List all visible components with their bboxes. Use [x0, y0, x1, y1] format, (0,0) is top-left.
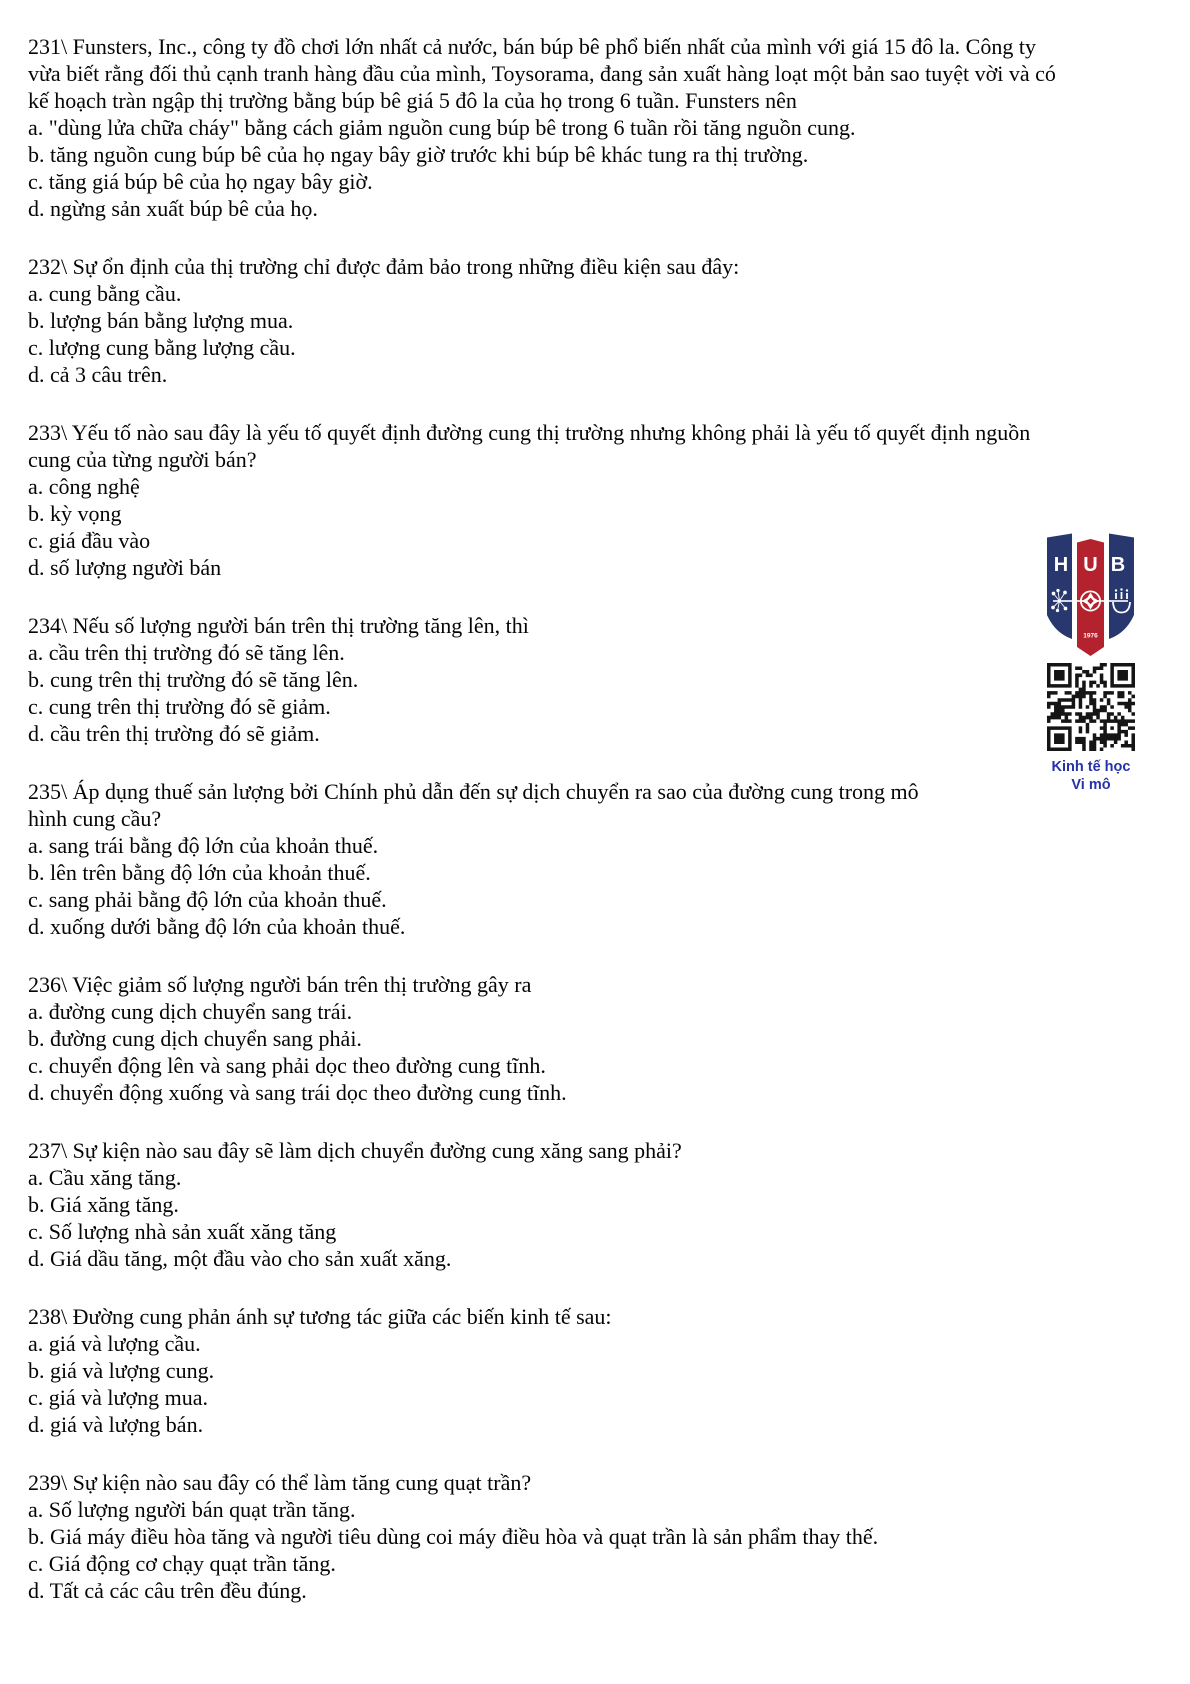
question-231	[28, 33, 1056, 222]
answer-option-a: a. Số lượng người bán quạt trần tăng.	[28, 1497, 356, 1522]
answer-option-a: a. Cầu xăng tăng.	[28, 1165, 182, 1190]
answer-option-c: c. Số lượng nhà sản xuất xăng tăng	[28, 1219, 337, 1244]
question-239	[28, 1469, 1056, 1604]
answer-option-d: d. xuống dưới bằng độ lớn của khoản thuế.	[28, 914, 406, 939]
answer-option-b: b. Giá xăng tăng.	[28, 1192, 179, 1217]
answer-option-b: b. lượng bán bằng lượng mua.	[28, 308, 294, 333]
answer-option-a: a. "dùng lửa chữa cháy" bằng cách giảm nguồn cung búp bê trong 6 tuần rồi tăng nguồn cung.	[28, 115, 856, 140]
course-caption-line2: Vi mô	[1071, 777, 1111, 793]
answer-option-a: a. sang trái bằng độ lớn của khoản thuế.	[28, 833, 379, 858]
question-text-line: 231\ Funsters, Inc., công ty đồ chơi lớn nhất cả nước, bán búp bê phổ biến nhất của mình với giá 15 đô la. Công ty	[28, 34, 1036, 59]
qr-modules	[1047, 663, 1135, 751]
answer-option-c: c. chuyển động lên và sang phải dọc theo đường cung tĩnh.	[28, 1053, 546, 1078]
qr-code	[1047, 663, 1135, 751]
answer-option-a: a. cung bằng cầu.	[28, 281, 182, 306]
answer-option-d: d. chuyển động xuống và sang trái dọc theo đường cung tĩnh.	[28, 1080, 567, 1105]
question-233	[28, 419, 1056, 581]
question-text-line: vừa biết rằng đối thủ cạnh tranh hàng đầu của mình, Toysorama, đang sản xuất hàng loạt một bản sao tuyệt vời và có	[28, 61, 1056, 86]
logo-year: 1976	[1083, 632, 1098, 640]
answer-option-c: c. sang phải bằng độ lớn của khoản thuế.	[28, 887, 387, 912]
answer-option-c: c. Giá động cơ chạy quạt trần tăng.	[28, 1551, 336, 1576]
question-text-line: 233\ Yếu tố nào sau đây là yếu tố quyết định đường cung thị trường nhưng không phải là yếu tố quyết định nguồn	[28, 420, 1031, 445]
answer-option-d: d. cầu trên thị trường đó sẽ giảm.	[28, 721, 320, 746]
question-text-line: 232\ Sự ổn định của thị trường chỉ được đảm bảo trong những điều kiện sau đây:	[28, 254, 740, 279]
question-text-line: 238\ Đường cung phản ánh sự tương tác giữa các biến kinh tế sau:	[28, 1304, 612, 1329]
question-text-line: 237\ Sự kiện nào sau đây sẽ làm dịch chuyển đường cung xăng sang phải?	[28, 1138, 682, 1163]
answer-option-d: d. Giá dầu tăng, một đầu vào cho sản xuất xăng.	[28, 1246, 452, 1271]
question-text-line: hình cung cầu?	[28, 806, 162, 831]
shield-left-panel	[1047, 534, 1072, 640]
answer-option-c: c. giá và lượng mua.	[28, 1385, 208, 1410]
answer-option-b: b. kỳ vọng	[28, 501, 122, 526]
shield-right-panel	[1109, 534, 1134, 640]
question-text-line: kế hoạch tràn ngập thị trường bằng búp bê giá 5 đô la của họ trong 6 tuần. Funsters nên	[28, 88, 797, 113]
question-232	[28, 253, 1056, 388]
quiz-text-column	[28, 33, 1056, 1635]
question-238	[28, 1303, 1056, 1438]
logo-letter-b: B	[1110, 554, 1126, 576]
answer-option-c: c. cung trên thị trường đó sẽ giảm.	[28, 694, 331, 719]
course-caption-line1: Kinh tế học	[1051, 759, 1131, 775]
answer-option-d: d. Tất cả các câu trên đều đúng.	[28, 1578, 307, 1603]
answer-option-d: d. số lượng người bán	[28, 555, 222, 580]
logo-letter-h: H	[1053, 554, 1069, 576]
answer-option-d: d. giá và lượng bán.	[28, 1412, 204, 1437]
hub-shield-icon	[1047, 533, 1134, 657]
lotus-ring-emblem-icon	[1081, 591, 1100, 610]
question-234	[28, 612, 1056, 747]
answer-option-b: b. đường cung dịch chuyển sang phải.	[28, 1026, 362, 1051]
answer-option-a: a. đường cung dịch chuyển sang trái.	[28, 999, 353, 1024]
answer-option-c: c. lượng cung bằng lượng cầu.	[28, 335, 296, 360]
question-236	[28, 971, 1056, 1106]
answer-option-d: d. ngừng sản xuất búp bê của họ.	[28, 196, 318, 221]
qr-code-svg	[1047, 663, 1135, 751]
answer-option-c: c. tăng giá búp bê của họ ngay bây giờ.	[28, 169, 373, 194]
question-text-line: 239\ Sự kiện nào sau đây có thể làm tăng cung quạt trần?	[28, 1470, 532, 1495]
hub-university-logo	[1047, 533, 1134, 657]
answer-option-b: b. lên trên bằng độ lớn của khoản thuế.	[28, 860, 371, 885]
answer-option-d: d. cả 3 câu trên.	[28, 362, 168, 387]
answer-option-b: b. cung trên thị trường đó sẽ tăng lên.	[28, 667, 359, 692]
question-text-line: cung của từng người bán?	[28, 447, 257, 472]
logo-letter-u: U	[1083, 554, 1098, 576]
answer-option-a: a. cầu trên thị trường đó sẽ tăng lên.	[28, 640, 345, 665]
answer-option-b: b. Giá máy điều hòa tăng và người tiêu dùng coi máy điều hòa và quạt trần là sản phẩm thay thế.	[28, 1524, 879, 1549]
question-237	[28, 1137, 1056, 1272]
answer-option-b: b. tăng nguồn cung búp bê của họ ngay bây giờ trước khi búp bê khác tung ra thị trường.	[28, 142, 809, 167]
answer-option-a: a. giá và lượng cầu.	[28, 1331, 201, 1356]
question-text-line: 234\ Nếu số lượng người bán trên thị trường tăng lên, thì	[28, 613, 529, 638]
question-text-line: 235\ Áp dụng thuế sản lượng bởi Chính phủ dẫn đến sự dịch chuyển ra sao của đường cung trong mô	[28, 779, 919, 804]
answer-option-c: c. giá đầu vào	[28, 528, 151, 553]
question-text-line: 236\ Việc giảm số lượng người bán trên thị trường gây ra	[28, 972, 532, 997]
answer-option-b: b. giá và lượng cung.	[28, 1358, 215, 1383]
answer-option-a: a. công nghệ	[28, 474, 140, 499]
course-caption	[1025, 758, 1157, 794]
question-235	[28, 778, 1056, 940]
